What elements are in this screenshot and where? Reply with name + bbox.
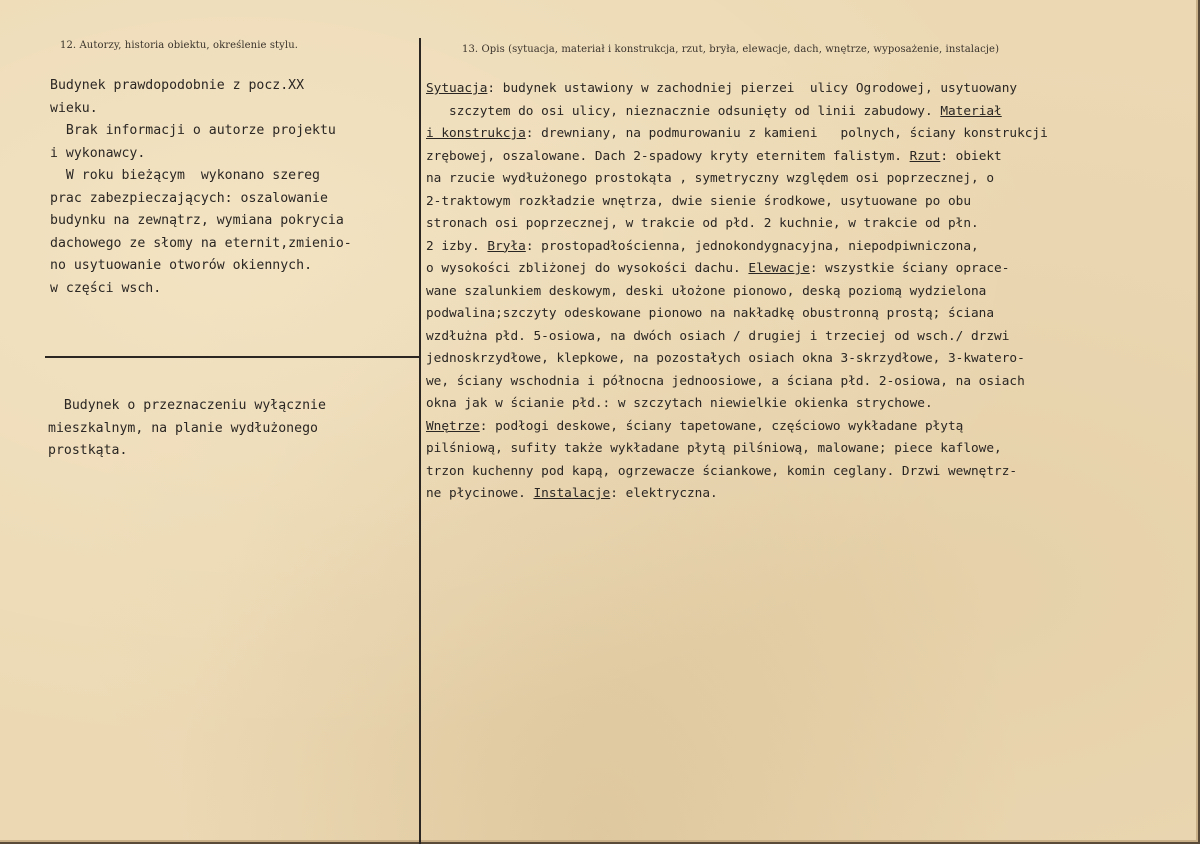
typed-segment: wane szalunkiem deskowym, deski ułożone pionowo, deską poziomą wydzielona	[426, 283, 987, 299]
section-12-typed-text	[50, 75, 352, 300]
section-12-heading: 12. Autorzy, historia obiektu, określenie stylu.	[60, 40, 299, 51]
typed-line: prostkąta.	[48, 443, 128, 458]
typed-line	[426, 168, 1048, 191]
underlined-heading: Materiał	[940, 103, 1002, 119]
typed-line	[426, 213, 1048, 236]
typed-line	[426, 303, 1048, 326]
typed-segment: : podłogi deskowe, ściany tapetowane, częściowo wykładane płytą	[479, 418, 964, 434]
typed-line: i wykonawcy.	[50, 145, 146, 161]
typed-segment: ne płycinowe.	[426, 486, 534, 501]
underlined-heading: Rzut	[909, 148, 941, 164]
typed-segment: szczytem do osi ulicy, nieznacznie odsunięty od linii zabudowy.	[426, 103, 941, 119]
typed-segment: jednoskrzydłowe, klepkowe, na pozostałych osiach okna 3-skrzydłowe, 3-kwatero-	[426, 351, 1025, 366]
typed-line: wieku.	[50, 100, 98, 116]
typed-line	[426, 393, 1048, 416]
typed-line: mieszkalnym, na planie wydłużonego	[48, 420, 318, 436]
typed-line	[426, 371, 1048, 394]
typed-line	[426, 416, 1048, 439]
typed-segment: zrębowej, oszalowane. Dach 2-spadowy kryty eternitem falistym.	[426, 148, 910, 164]
typed-line	[426, 101, 1048, 124]
section-13-typed-text	[426, 78, 1048, 506]
typed-line: no usytuowanie otworów okiennych.	[50, 258, 313, 273]
typed-segment: pilśniową, sufity także wykładane płytą pilśniową, malowane; piece kaflowe,	[426, 441, 1002, 456]
column-divider-vertical	[419, 38, 421, 844]
typed-line: Budynek o przeznaczeniu wyłącznie	[48, 398, 326, 413]
typed-line	[426, 461, 1048, 484]
typed-line	[426, 258, 1048, 281]
left-section-divider	[45, 356, 421, 358]
typed-segment: we, ściany wschodnia i północna jednoosiowe, a ściana płd. 2-osiowa, na osiach	[426, 373, 1025, 389]
typed-segment: o wysokości zbliżonej do wysokości dachu.	[426, 261, 749, 276]
underlined-heading: Instalacje	[533, 486, 611, 501]
typed-line	[426, 483, 1048, 506]
section-13-heading: 13. Opis (sytuacja, materiał i konstrukcja, rzut, bryła, elewacje, dach, wnętrze, wyposażenie, instalacje)	[462, 44, 1000, 55]
typed-line: Brak informacji o autorze projektu	[50, 123, 336, 138]
typed-segment: stronach osi poprzecznej, w trakcie od płd. 2 kuchnie, w trakcie od płn.	[426, 216, 979, 231]
typed-segment: 2-traktowym rozkładzie wnętrza, dwie sienie środkowe, usytuowane po obu	[426, 193, 972, 209]
typed-segment: na rzucie wydłużonego prostokąta , symetryczny względem osi poprzecznej, o	[426, 171, 995, 186]
typed-line: w części wsch.	[50, 280, 162, 296]
typed-segment: : prostopadłościenna, jednokondygnacyjna, niepodpiwniczona,	[525, 238, 979, 254]
typed-segment: okna jak w ścianie płd.: w szczytach niewielkie okienka strychowe.	[426, 396, 933, 411]
typed-line	[426, 78, 1048, 101]
typed-line: dachowego ze słomy na eternit,zmienio-	[50, 235, 352, 251]
underlined-heading: i konstrukcja	[426, 126, 526, 141]
typed-segment: : wszystkie ściany oprace-	[809, 261, 1010, 276]
typed-segment: 2 izby.	[426, 238, 488, 254]
typed-line	[426, 123, 1048, 146]
typed-segment: podwalina;szczyty odeskowane pionowo na nakładkę obustronną prostą; ściana	[426, 306, 995, 321]
typed-line	[426, 146, 1048, 169]
usage-typed-text	[48, 395, 326, 463]
typed-line: budynku na zewnątrz, wymiana pokrycia	[50, 213, 344, 228]
underlined-heading: Sytuacja	[426, 81, 488, 96]
typed-line	[426, 236, 1048, 259]
typed-line	[426, 348, 1048, 371]
typed-segment: wzdłużna płd. 5-osiowa, na dwóch osiach / drugiej i trzeciej od wsch./ drzwi	[426, 328, 1010, 344]
typed-segment: : obiekt	[940, 148, 1002, 164]
typed-line	[426, 326, 1048, 349]
typed-segment: : budynek ustawiony w zachodniej pierzei ulicy Ogrodowej, usytuowany	[487, 81, 1018, 96]
typed-line	[426, 438, 1048, 461]
underlined-heading: Elewacje	[748, 261, 810, 276]
underlined-heading: Wnętrze	[426, 418, 480, 434]
typed-segment: : elektryczna.	[610, 486, 718, 501]
typed-line: W roku bieżącym wykonano szereg	[50, 168, 320, 183]
typed-line: prac zabezpieczających: oszalowanie	[50, 190, 328, 206]
typed-line: Budynek prawdopodobnie z pocz.XX	[50, 78, 305, 93]
typed-line	[426, 281, 1048, 304]
typed-segment: : drewniany, na podmurowaniu z kamieni polnych, ściany konstrukcji	[525, 126, 1048, 141]
typed-line	[426, 191, 1048, 214]
typed-segment: trzon kuchenny pod kapą, ogrzewacze ściankowe, komin ceglany. Drzwi wewnętrz-	[426, 463, 1018, 479]
underlined-heading: Bryła	[487, 238, 526, 254]
